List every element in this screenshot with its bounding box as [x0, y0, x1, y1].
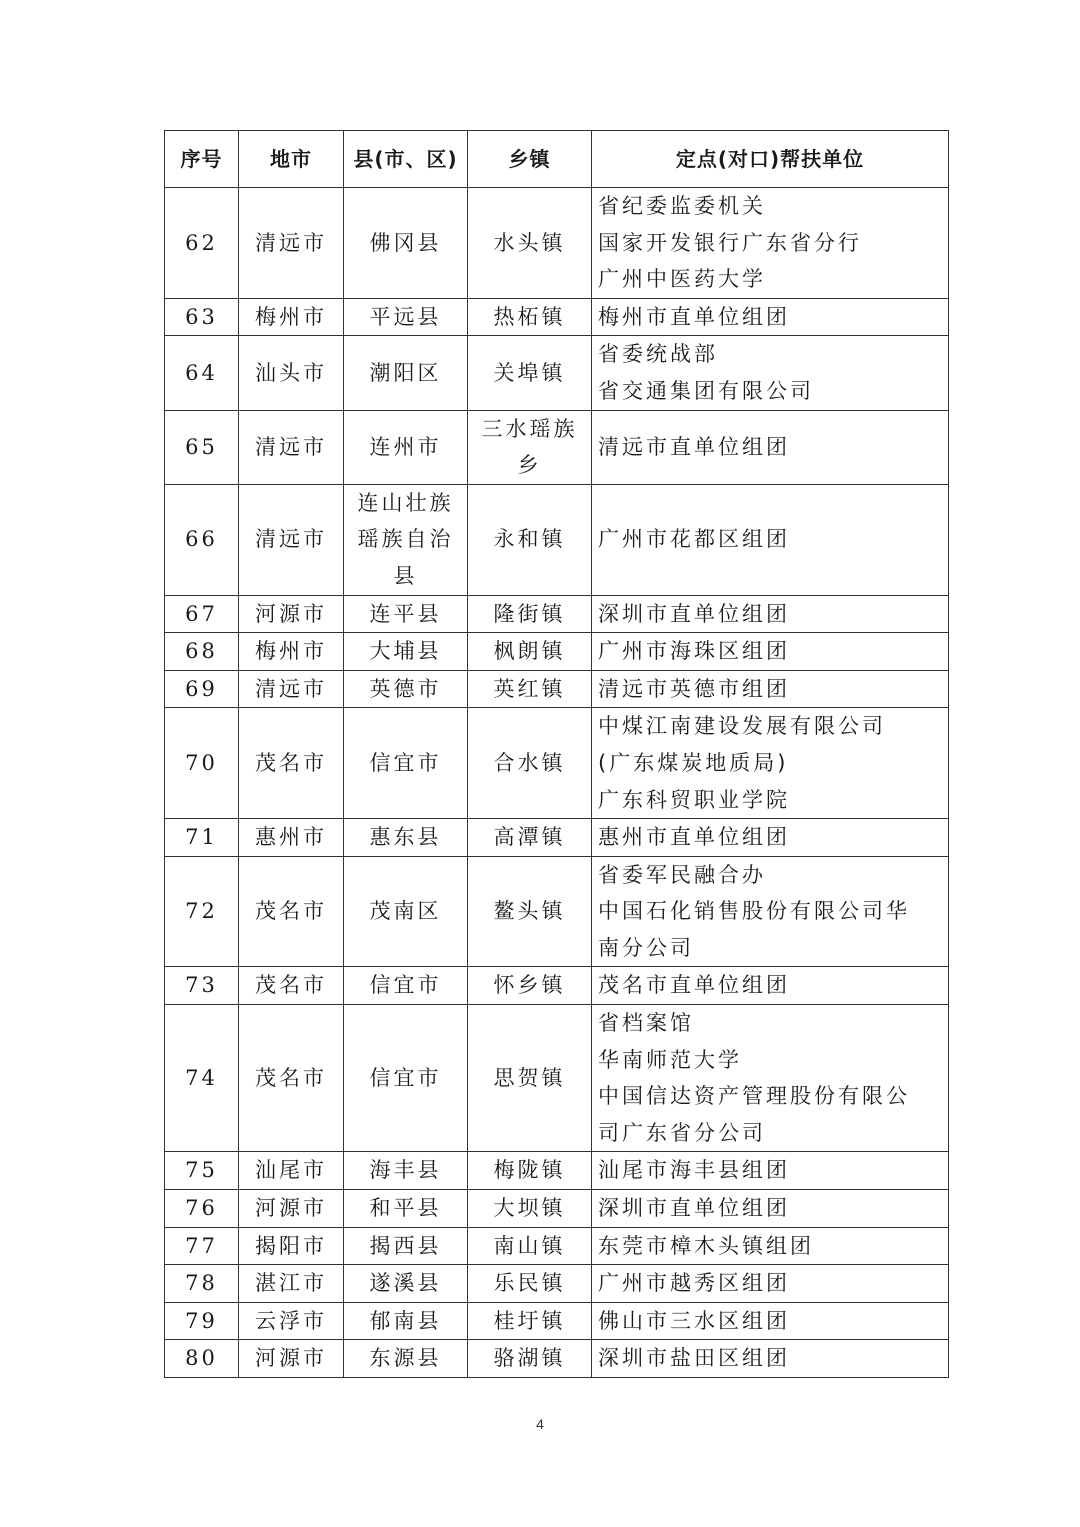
- cell-town-line: 枫朗镇: [493, 639, 566, 664]
- cell-county-line: 潮阳区: [369, 360, 442, 385]
- cell-city: 清远市: [239, 188, 344, 299]
- cell-serial: 66: [165, 484, 239, 595]
- cell-town: [468, 1340, 592, 1378]
- cell-county-line: 茂南区: [369, 899, 442, 924]
- cell-serial: 63: [165, 298, 239, 336]
- cell-town: [468, 298, 592, 336]
- cell-city: 揭阳市: [239, 1227, 344, 1265]
- cell-assist-unit-line: 省委统战部: [598, 342, 718, 367]
- cell-assist-unit: [592, 967, 949, 1005]
- cell-town: [468, 1302, 592, 1340]
- cell-town-line: 乡: [517, 453, 542, 478]
- cell-assist-unit-line: 广州市越秀区组团: [598, 1271, 790, 1296]
- table-row: [165, 1152, 949, 1190]
- cell-county: [344, 1340, 468, 1378]
- cell-serial: 78: [165, 1265, 239, 1303]
- table-row: [165, 967, 949, 1005]
- cell-assist-unit-line: 深圳市盐田区组团: [598, 1346, 790, 1371]
- assistance-table: [164, 130, 949, 1378]
- cell-assist-unit-line: (广东煤炭地质局): [598, 750, 789, 775]
- cell-town: [468, 1227, 592, 1265]
- cell-assist-unit: [592, 708, 949, 819]
- header-row: [165, 131, 949, 188]
- cell-serial: 71: [165, 819, 239, 857]
- table-row: [165, 1265, 949, 1303]
- cell-assist-unit: [592, 1190, 949, 1228]
- cell-assist-unit: [592, 1152, 949, 1190]
- cell-town: [468, 336, 592, 410]
- cell-town: [468, 1005, 592, 1152]
- page-number: 4: [536, 1416, 544, 1432]
- cell-town-line: 桂圩镇: [493, 1308, 566, 1333]
- cell-county-line: 和平县: [369, 1196, 442, 1221]
- cell-assist-unit-line: 广州市海珠区组团: [598, 639, 790, 664]
- cell-town: [468, 188, 592, 299]
- cell-town: [468, 1152, 592, 1190]
- cell-assist-unit-line: 中国石化销售股份有限公司华: [598, 899, 910, 924]
- cell-town-line: 三水瑶族: [481, 416, 578, 441]
- cell-county: [344, 633, 468, 671]
- cell-county: [344, 410, 468, 484]
- cell-county-line: 县: [393, 563, 418, 588]
- table-row: [165, 298, 949, 336]
- cell-assist-unit: [592, 484, 949, 595]
- cell-town: [468, 708, 592, 819]
- cell-assist-unit-line: 广州中医药大学: [598, 267, 766, 292]
- cell-county-line: 平远县: [369, 304, 442, 329]
- cell-assist-unit-line: 汕尾市海丰县组团: [598, 1158, 790, 1183]
- table-header: [165, 131, 949, 188]
- cell-town: [468, 819, 592, 857]
- cell-serial: 75: [165, 1152, 239, 1190]
- cell-city: 茂名市: [239, 1005, 344, 1152]
- table-row: [165, 336, 949, 410]
- cell-city: 梅州市: [239, 633, 344, 671]
- header-county: 县(市、区): [344, 131, 468, 188]
- cell-town: [468, 856, 592, 967]
- cell-assist-unit-line: 国家开发银行广东省分行: [598, 230, 862, 255]
- cell-town: [468, 484, 592, 595]
- cell-assist-unit: [592, 1227, 949, 1265]
- cell-serial: 62: [165, 188, 239, 299]
- cell-town-line: 鳌头镇: [493, 899, 566, 924]
- cell-county: [344, 856, 468, 967]
- table-row: [165, 708, 949, 819]
- cell-town-line: 永和镇: [493, 527, 566, 552]
- cell-town-line: 思贺镇: [493, 1065, 566, 1090]
- cell-serial: 68: [165, 633, 239, 671]
- cell-serial: 67: [165, 595, 239, 633]
- cell-city: 惠州市: [239, 819, 344, 857]
- cell-assist-unit-line: 东莞市樟木头镇组团: [598, 1233, 814, 1258]
- cell-assist-unit-line: 茂名市直单位组团: [598, 973, 790, 998]
- table-row: [165, 1005, 949, 1152]
- cell-county-line: 英德市: [369, 676, 442, 701]
- cell-assist-unit-line: 省纪委监委机关: [598, 194, 766, 218]
- table-row: [165, 1302, 949, 1340]
- cell-assist-unit-line: 华南师范大学: [598, 1047, 742, 1072]
- cell-town: [468, 595, 592, 633]
- cell-serial: 79: [165, 1302, 239, 1340]
- cell-county: [344, 967, 468, 1005]
- cell-county-line: 大埔县: [369, 639, 442, 664]
- cell-town: [468, 1265, 592, 1303]
- cell-assist-unit: [592, 670, 949, 708]
- table-row: [165, 410, 949, 484]
- cell-county-line: 瑶族自治: [357, 527, 454, 552]
- cell-assist-unit: [592, 298, 949, 336]
- cell-county: [344, 1265, 468, 1303]
- cell-serial: 65: [165, 410, 239, 484]
- cell-city: 茂名市: [239, 708, 344, 819]
- cell-town-line: 高潭镇: [493, 825, 566, 850]
- header-assist-unit: 定点(对口)帮扶单位: [592, 131, 949, 188]
- cell-town-line: 热柘镇: [493, 304, 566, 329]
- cell-assist-unit: [592, 1302, 949, 1340]
- cell-city: 云浮市: [239, 1302, 344, 1340]
- cell-assist-unit: [592, 410, 949, 484]
- cell-county-line: 连山壮族: [357, 490, 454, 515]
- cell-town-line: 大坝镇: [493, 1196, 566, 1221]
- cell-town-line: 怀乡镇: [493, 973, 566, 998]
- cell-serial: 77: [165, 1227, 239, 1265]
- table-row: [165, 188, 949, 299]
- cell-town-line: 合水镇: [493, 750, 566, 775]
- cell-city: 茂名市: [239, 967, 344, 1005]
- cell-assist-unit-line: 南分公司: [598, 935, 694, 960]
- table-row: [165, 484, 949, 595]
- cell-assist-unit: [592, 1265, 949, 1303]
- cell-county: [344, 484, 468, 595]
- cell-serial: 80: [165, 1340, 239, 1378]
- cell-assist-unit: [592, 856, 949, 967]
- cell-assist-unit-line: 广东科贸职业学院: [598, 787, 790, 812]
- cell-county-line: 佛冈县: [369, 230, 442, 255]
- cell-city: 河源市: [239, 1190, 344, 1228]
- cell-assist-unit: [592, 633, 949, 671]
- cell-assist-unit-line: 中煤江南建设发展有限公司: [598, 714, 886, 739]
- cell-town-line: 隆街镇: [493, 601, 566, 626]
- cell-city: 河源市: [239, 595, 344, 633]
- cell-city: 河源市: [239, 1340, 344, 1378]
- cell-serial: 69: [165, 670, 239, 708]
- cell-county: [344, 1302, 468, 1340]
- cell-county-line: 揭西县: [369, 1233, 442, 1258]
- cell-assist-unit-line: 深圳市直单位组团: [598, 601, 790, 626]
- cell-city: 清远市: [239, 410, 344, 484]
- cell-town: [468, 1190, 592, 1228]
- cell-serial: 73: [165, 967, 239, 1005]
- cell-county-line: 海丰县: [369, 1158, 442, 1183]
- cell-county-line: 惠东县: [369, 825, 442, 850]
- cell-town-line: 骆湖镇: [493, 1346, 566, 1371]
- cell-town-line: 南山镇: [493, 1233, 566, 1258]
- cell-assist-unit-line: 司广东省分公司: [598, 1120, 766, 1145]
- table-row: [165, 856, 949, 967]
- cell-city: 湛江市: [239, 1265, 344, 1303]
- cell-county: [344, 670, 468, 708]
- cell-town-line: 关埠镇: [493, 360, 566, 385]
- cell-city: 清远市: [239, 484, 344, 595]
- cell-assist-unit-line: 佛山市三水区组团: [598, 1308, 790, 1333]
- cell-town-line: 乐民镇: [493, 1271, 566, 1296]
- cell-county-line: 信宜市: [369, 750, 442, 775]
- table-row: [165, 1190, 949, 1228]
- cell-city: 汕尾市: [239, 1152, 344, 1190]
- table-row: [165, 1340, 949, 1378]
- cell-county-line: 郁南县: [369, 1308, 442, 1333]
- cell-serial: 74: [165, 1005, 239, 1152]
- cell-county: [344, 298, 468, 336]
- header-serial: 序号: [165, 131, 239, 188]
- cell-town-line: 梅陇镇: [493, 1158, 566, 1183]
- cell-town: [468, 670, 592, 708]
- cell-assist-unit: [592, 188, 949, 299]
- cell-county: [344, 1152, 468, 1190]
- cell-city: 清远市: [239, 670, 344, 708]
- header-city: 地市: [239, 131, 344, 188]
- cell-assist-unit-line: 惠州市直单位组团: [598, 825, 790, 850]
- cell-county: [344, 336, 468, 410]
- cell-assist-unit-line: 清远市英德市组团: [598, 676, 790, 701]
- table-row: [165, 670, 949, 708]
- cell-town: [468, 410, 592, 484]
- cell-county: [344, 188, 468, 299]
- cell-county-line: 信宜市: [369, 973, 442, 998]
- cell-assist-unit-line: 省交通集团有限公司: [598, 378, 814, 403]
- cell-town-line: 水头镇: [493, 230, 566, 255]
- cell-serial: 72: [165, 856, 239, 967]
- cell-serial: 64: [165, 336, 239, 410]
- cell-county: [344, 1005, 468, 1152]
- table-row: [165, 1227, 949, 1265]
- cell-assist-unit-line: 深圳市直单位组团: [598, 1196, 790, 1221]
- cell-city: 梅州市: [239, 298, 344, 336]
- cell-assist-unit-line: 梅州市直单位组团: [598, 304, 790, 329]
- header-town: 乡镇: [468, 131, 592, 188]
- cell-county-line: 连州市: [369, 434, 442, 459]
- table-row: [165, 633, 949, 671]
- cell-town: [468, 633, 592, 671]
- cell-county-line: 连平县: [369, 601, 442, 626]
- cell-city: 茂名市: [239, 856, 344, 967]
- cell-county: [344, 819, 468, 857]
- cell-county: [344, 595, 468, 633]
- cell-assist-unit-line: 省档案馆: [598, 1011, 694, 1036]
- table-row: [165, 819, 949, 857]
- cell-county: [344, 1190, 468, 1228]
- cell-assist-unit: [592, 595, 949, 633]
- cell-assist-unit: [592, 819, 949, 857]
- cell-assist-unit-line: 中国信达资产管理股份有限公: [598, 1084, 910, 1109]
- cell-assist-unit-line: 清远市直单位组团: [598, 434, 790, 459]
- cell-county-line: 遂溪县: [369, 1271, 442, 1296]
- cell-assist-unit: [592, 336, 949, 410]
- table-body: [165, 188, 949, 1378]
- cell-county: [344, 1227, 468, 1265]
- cell-county: [344, 708, 468, 819]
- cell-town-line: 英红镇: [493, 676, 566, 701]
- cell-town: [468, 967, 592, 1005]
- cell-assist-unit-line: 省委军民融合办: [598, 862, 766, 887]
- cell-county-line: 信宜市: [369, 1065, 442, 1090]
- cell-serial: 70: [165, 708, 239, 819]
- cell-county-line: 东源县: [369, 1346, 442, 1371]
- cell-assist-unit-line: 广州市花都区组团: [598, 527, 790, 552]
- cell-city: 汕头市: [239, 336, 344, 410]
- cell-assist-unit: [592, 1340, 949, 1378]
- cell-assist-unit: [592, 1005, 949, 1152]
- cell-serial: 76: [165, 1190, 239, 1228]
- table-row: [165, 595, 949, 633]
